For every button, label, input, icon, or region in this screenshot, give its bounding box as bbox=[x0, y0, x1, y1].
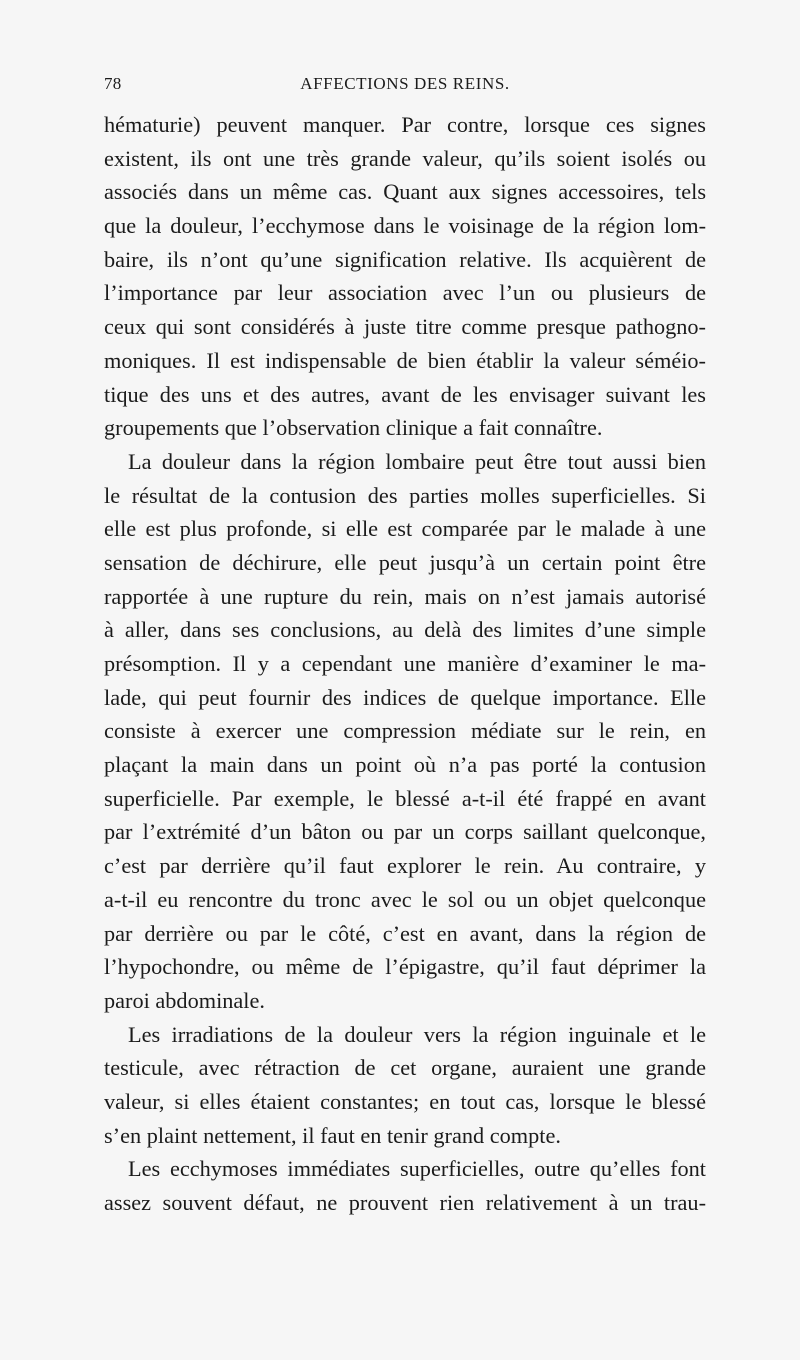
text-line: c’est par derrière qu’il faut explorer le rein. Au contraire, y bbox=[104, 853, 706, 879]
text-line: moniques. Il est indispensable de bien établir la valeur séméio- bbox=[104, 347, 706, 373]
text-line: l’importance par leur association avec l’un ou plusieurs de bbox=[104, 280, 706, 306]
text-line: paroi abdominale. bbox=[104, 987, 265, 1013]
text-line: baire, ils n’ont qu’une signification relative. Ils acquièrent de bbox=[104, 246, 706, 272]
page-header bbox=[104, 74, 706, 104]
text-line: par derrière ou par le côté, c’est en avant, dans la région de bbox=[104, 920, 706, 946]
text-line: Les irradiations de la douleur vers la région inguinale et le bbox=[128, 1021, 706, 1047]
text-line: valeur, si elles étaient constantes; en tout cas, lorsque le blessé bbox=[104, 1088, 706, 1114]
text-line: plaçant la main dans un point où n’a pas porté la contusion bbox=[104, 752, 706, 778]
text-line: a-t-il eu rencontre du tronc avec le sol ou un objet quelconque bbox=[104, 886, 706, 912]
text-line: ceux qui sont considérés à juste titre comme presque pathogno- bbox=[104, 314, 706, 340]
text-line: à aller, dans ses conclusions, au delà des limites d’une simple bbox=[104, 617, 706, 643]
text-line: le résultat de la contusion des parties molles superficielles. Si bbox=[104, 482, 706, 508]
text-line: Les ecchymoses immédiates superficielles, outre qu’elles font bbox=[128, 1156, 706, 1182]
text-line: présomption. Il y a cependant une manière d’examiner le ma- bbox=[104, 651, 706, 676]
text-line: groupements que l’observation clinique a fait connaître. bbox=[104, 415, 603, 441]
text-line: testicule, avec rétraction de cet organe, auraient une grande bbox=[104, 1055, 706, 1081]
page-number: 78 bbox=[104, 74, 122, 93]
body-text bbox=[104, 108, 706, 1220]
text-line: sensation de déchirure, elle peut jusqu’à un certain point être bbox=[104, 549, 706, 575]
text-line: lade, qui peut fournir des indices de quelque importance. Elle bbox=[104, 684, 706, 710]
text-line: rapportée à une rupture du rein, mais on n’est jamais autorisé bbox=[104, 583, 706, 609]
text-line: que la douleur, l’ecchymose dans le voisinage de la région lom- bbox=[104, 213, 706, 239]
text-line: hématurie) peuvent manquer. Par contre, lorsque ces signes bbox=[104, 112, 706, 137]
text-line: existent, ils ont une très grande valeur, qu’ils soient isolés ou bbox=[104, 145, 706, 171]
text-line: tique des uns et des autres, avant de les envisager suivant les bbox=[104, 381, 706, 407]
text-line: elle est plus profonde, si elle est comparée par le malade à une bbox=[104, 516, 706, 542]
text-line: l’hypochondre, ou même de l’épigastre, qu’il faut déprimer la bbox=[104, 954, 706, 980]
text-line: s’en plaint nettement, il faut en tenir grand compte. bbox=[104, 1122, 561, 1148]
text-line: associés dans un même cas. Quant aux signes accessoires, tels bbox=[104, 179, 706, 205]
text-line: consiste à exercer une compression médiate sur le rein, en bbox=[104, 718, 706, 744]
text-line: par l’extrémité d’un bâton ou par un corps saillant quelconque, bbox=[104, 819, 706, 845]
running-title: AFFECTIONS DES REINS. bbox=[300, 74, 510, 93]
text-line: superficielle. Par exemple, le blessé a-t-il été frappé en avant bbox=[104, 785, 706, 811]
text-line: La douleur dans la région lombaire peut être tout aussi bien bbox=[128, 448, 706, 474]
text-line: assez souvent défaut, ne prouvent rien relativement à un trau- bbox=[104, 1190, 706, 1215]
